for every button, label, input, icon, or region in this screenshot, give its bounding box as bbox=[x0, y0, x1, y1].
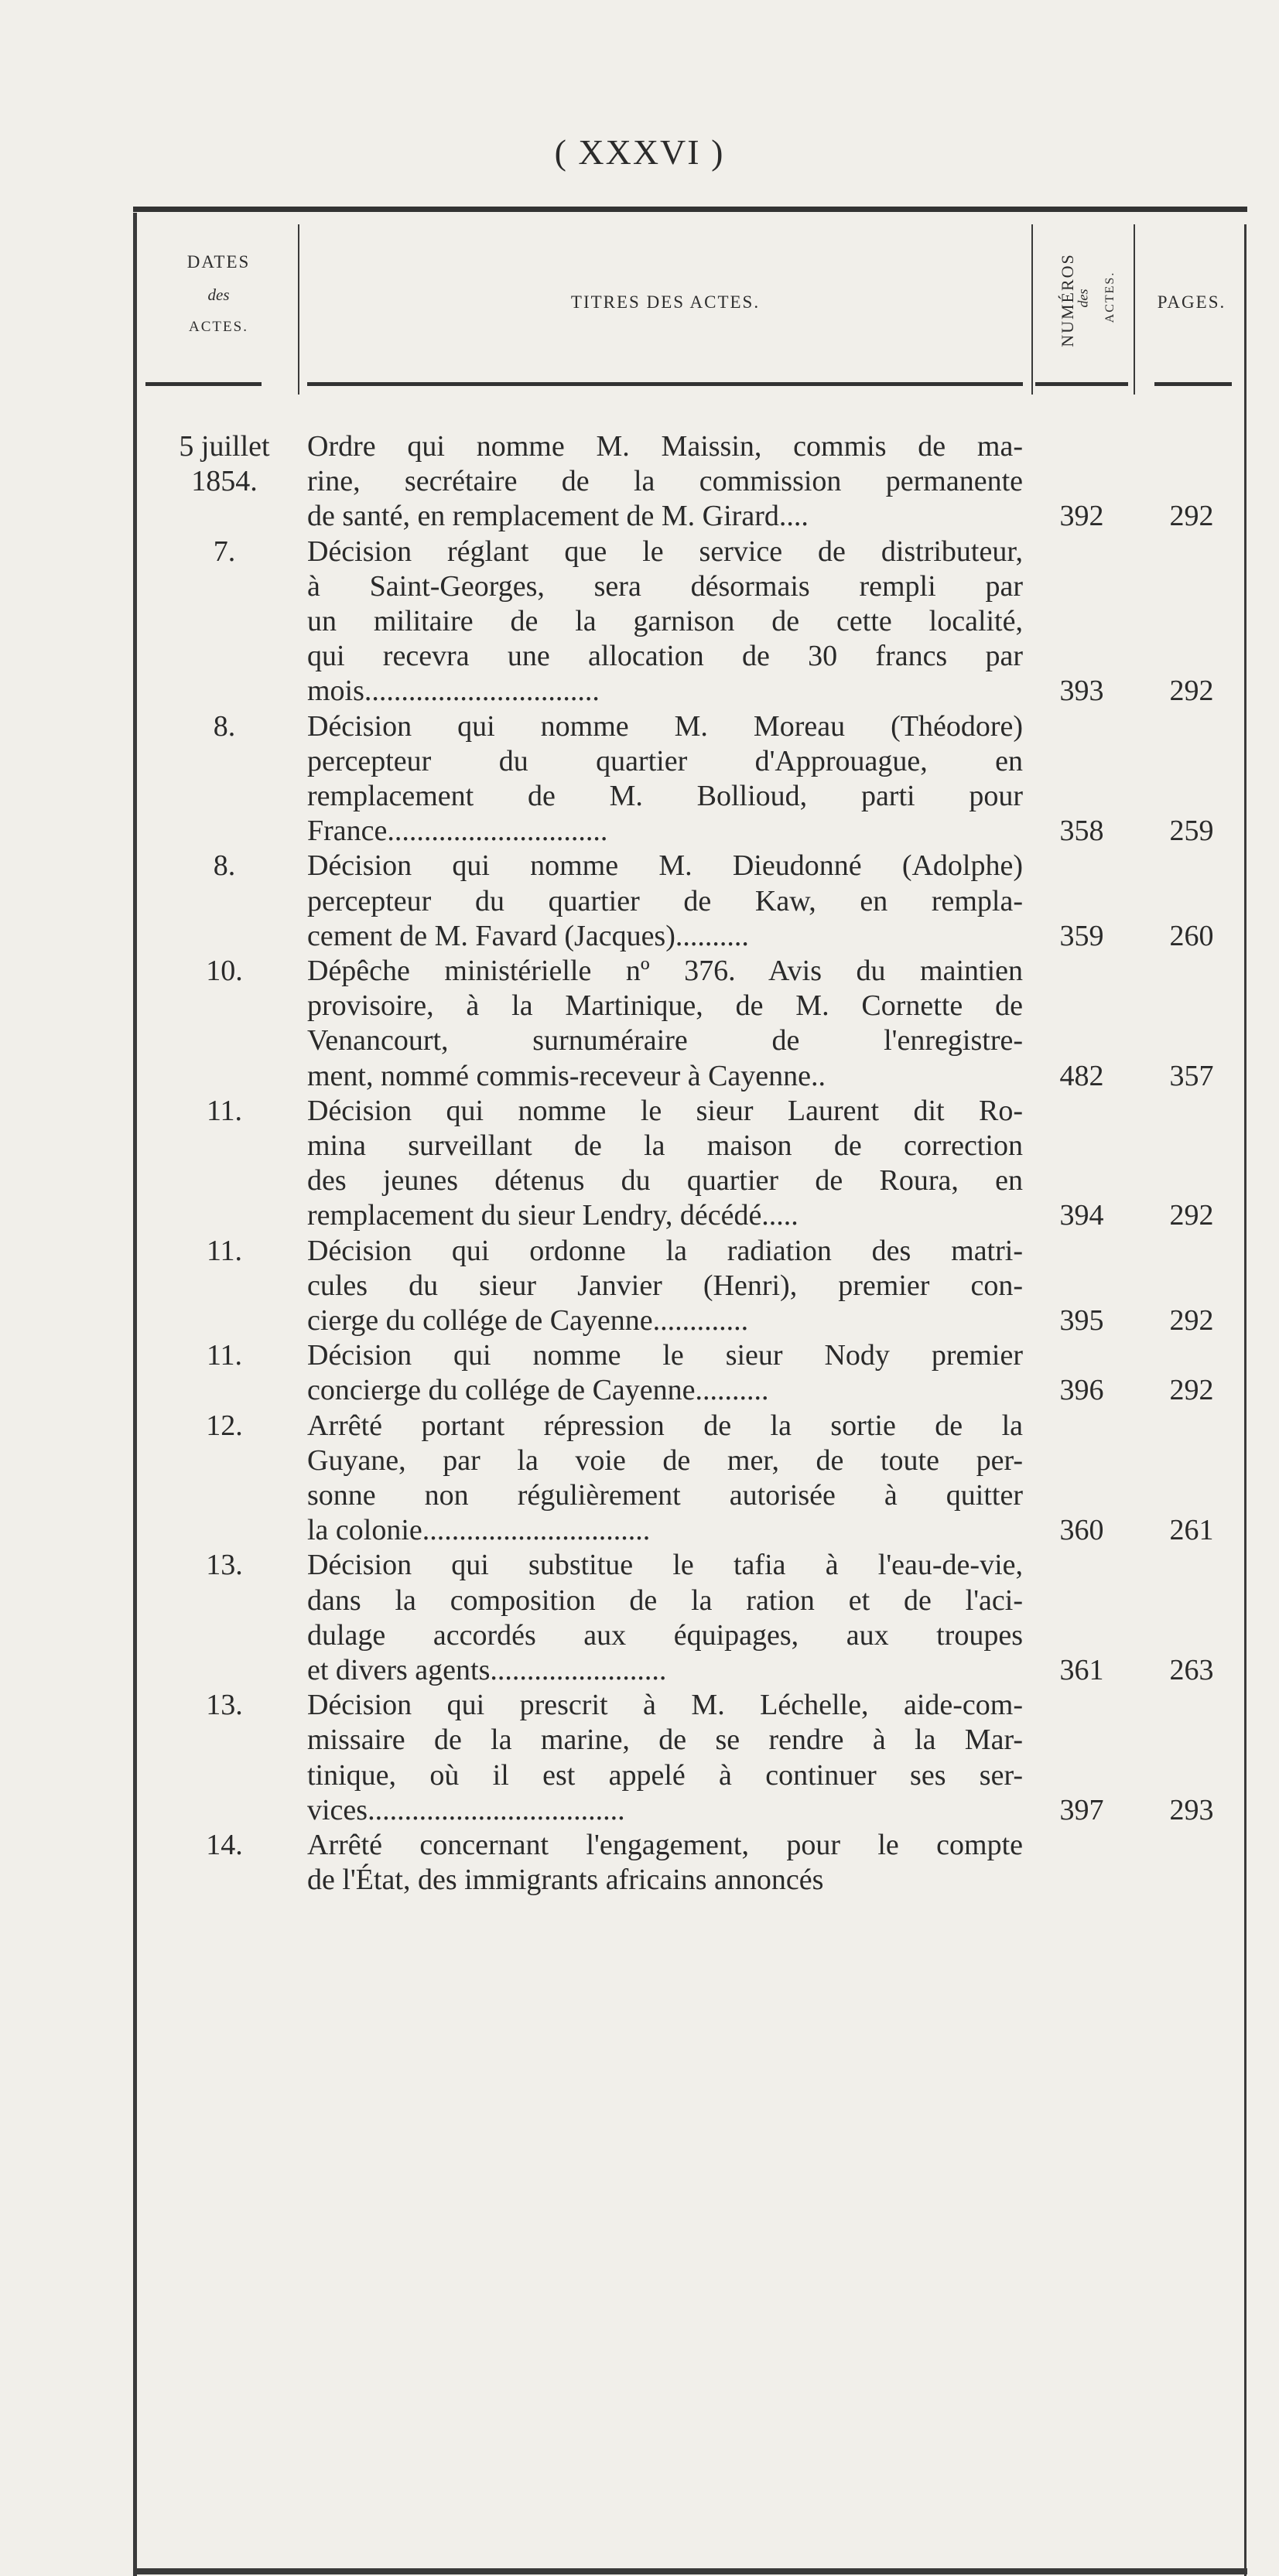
row-title-line: des jeunes détenus du quartier de Roura, en bbox=[307, 1164, 1023, 1197]
row-title-line: cules du sieur Janvier (Henri), premier con- bbox=[307, 1269, 1023, 1302]
row-title-line: cierge du collége de Cayenne............. bbox=[307, 1304, 749, 1337]
row-title-line: percepteur du quartier de Kaw, en rempla- bbox=[307, 884, 1023, 917]
row-numero: 361 bbox=[1059, 1654, 1104, 1686]
row-title-line: et divers agents........................ bbox=[307, 1654, 667, 1686]
row-title-line: Décision qui nomme M. Dieudonné (Adolphe) bbox=[307, 849, 1023, 883]
row-date: 11. bbox=[206, 1094, 243, 1127]
row-title-line: de l'État, des immigrants africains annoncés bbox=[307, 1864, 824, 1897]
row-numero: 397 bbox=[1059, 1793, 1104, 1826]
row-date: 5 juillet bbox=[179, 430, 270, 463]
row-date: 1854. bbox=[191, 465, 258, 498]
header-titles: TITRES DES ACTES. bbox=[570, 292, 761, 312]
row-title-line: rine, secrétaire de la commission permanente bbox=[307, 465, 1023, 498]
row-numero: 359 bbox=[1059, 919, 1104, 952]
row-numero: 482 bbox=[1059, 1059, 1104, 1092]
row-title-line: concierge du collége de Cayenne.......... bbox=[307, 1374, 769, 1407]
row-page: 292 bbox=[1169, 1304, 1214, 1337]
row-title-line: dulage accordés aux équipages, aux troupes bbox=[307, 1618, 1023, 1652]
row-date: 14. bbox=[206, 1829, 243, 1861]
row-page: 260 bbox=[1169, 919, 1214, 952]
row-numero: 393 bbox=[1059, 675, 1104, 708]
row-numero: 396 bbox=[1059, 1374, 1104, 1407]
row-title-line: Venancourt, surnuméraire de l'enregistre- bbox=[307, 1024, 1023, 1057]
row-title-line: dans la composition de la ration et de l'aci- bbox=[307, 1584, 1023, 1617]
row-page: 292 bbox=[1169, 1374, 1214, 1407]
row-title-line: de santé, en remplacement de M. Girard.... bbox=[307, 500, 809, 533]
row-title-line: vices................................... bbox=[307, 1793, 625, 1826]
row-date: 13. bbox=[206, 1549, 243, 1582]
row-title-line: Dépêche ministérielle nº 376. Avis du maintien bbox=[307, 955, 1023, 987]
row-date: 7. bbox=[213, 535, 236, 568]
row-date: 8. bbox=[213, 709, 236, 743]
row-title-line: cement de M. Favard (Jacques).......... bbox=[307, 919, 749, 952]
header-dates-line2: des bbox=[207, 285, 230, 304]
row-date: 11. bbox=[206, 1234, 243, 1267]
row-page: 293 bbox=[1169, 1793, 1214, 1826]
header-numeros-line2: des bbox=[1075, 289, 1091, 308]
row-title-line: un militaire de la garnison de cette localité, bbox=[307, 605, 1023, 637]
row-title-line: qui recevra une allocation de 30 francs par bbox=[307, 640, 1023, 673]
row-numero: 358 bbox=[1059, 815, 1104, 848]
row-page: 292 bbox=[1169, 1199, 1214, 1232]
row-title-line: Décision qui nomme le sieur Nody premier bbox=[307, 1339, 1023, 1372]
row-title-line: mina surveillant de la maison de correction bbox=[307, 1129, 1023, 1162]
row-title-line: remplacement de M. Bollioud, parti pour bbox=[307, 780, 1023, 812]
header-numeros-line3: ACTES. bbox=[1103, 271, 1117, 323]
row-page: 357 bbox=[1169, 1059, 1214, 1092]
table-bottom-rule bbox=[133, 2568, 1247, 2574]
header-numeros-line1: NUMÉROS bbox=[1058, 253, 1077, 347]
row-title-line: Décision qui nomme le sieur Laurent dit Ro- bbox=[307, 1094, 1023, 1127]
row-numero: 392 bbox=[1059, 500, 1104, 533]
row-page: 261 bbox=[1169, 1514, 1214, 1547]
row-title-line: Guyane, par la voie de mer, de toute per- bbox=[307, 1443, 1023, 1477]
row-title-line: Arrêté portant répression de la sortie de la bbox=[307, 1409, 1023, 1442]
row-title-line: Ordre qui nomme M. Maissin, commis de ma- bbox=[307, 430, 1023, 463]
row-title-line: France.............................. bbox=[307, 815, 608, 848]
page-number: ( XXXVI ) bbox=[554, 132, 725, 172]
row-title-line: Arrêté concernant l'engagement, pour le compte bbox=[307, 1829, 1023, 1861]
row-date: 13. bbox=[206, 1689, 243, 1722]
row-title-line: remplacement du sieur Lendry, décédé..... bbox=[307, 1199, 799, 1232]
row-date: 8. bbox=[213, 849, 236, 883]
row-title-line: Décision qui substitue le tafia à l'eau-de-vie, bbox=[307, 1549, 1023, 1582]
row-page: 259 bbox=[1169, 815, 1214, 848]
row-numero: 394 bbox=[1059, 1199, 1104, 1232]
row-numero: 360 bbox=[1059, 1514, 1104, 1547]
row-date: 12. bbox=[206, 1409, 243, 1442]
row-page: 292 bbox=[1169, 500, 1214, 533]
row-title-line: à Saint-Georges, sera désormais rempli par bbox=[307, 569, 1023, 603]
row-title-line: missaire de la marine, de se rendre à la Mar- bbox=[307, 1724, 1023, 1757]
header-dates-line3: ACTES. bbox=[189, 319, 248, 335]
row-title-line: Décision qui nomme M. Moreau (Théodore) bbox=[307, 709, 1023, 743]
row-title-line: percepteur du quartier d'Approuague, en bbox=[307, 744, 1023, 777]
row-title-line: mois................................ bbox=[307, 675, 600, 708]
row-title-line: sonne non régulièrement autorisée à quitter bbox=[307, 1479, 1023, 1512]
row-date: 11. bbox=[206, 1339, 243, 1372]
row-title-line: tinique, où il est appelé à continuer ses ser- bbox=[307, 1758, 1023, 1792]
row-page: 292 bbox=[1169, 675, 1214, 708]
row-title-line: Décision qui prescrit à M. Léchelle, aide-com- bbox=[307, 1689, 1023, 1722]
row-title-line: Décision réglant que le service de distributeur, bbox=[307, 535, 1023, 568]
row-title-line: la colonie............................... bbox=[307, 1514, 651, 1547]
row-date: 10. bbox=[206, 955, 243, 987]
header-dates-line1: DATES bbox=[186, 252, 251, 272]
row-numero: 395 bbox=[1059, 1304, 1104, 1337]
header-pages: PAGES. bbox=[1157, 292, 1226, 312]
row-page: 263 bbox=[1169, 1654, 1214, 1686]
row-title-line: ment, nommé commis-receveur à Cayenne.. bbox=[307, 1059, 826, 1092]
row-title-line: Décision qui ordonne la radiation des matri- bbox=[307, 1234, 1023, 1267]
row-title-line: provisoire, à la Martinique, de M. Cornette de bbox=[307, 989, 1023, 1023]
